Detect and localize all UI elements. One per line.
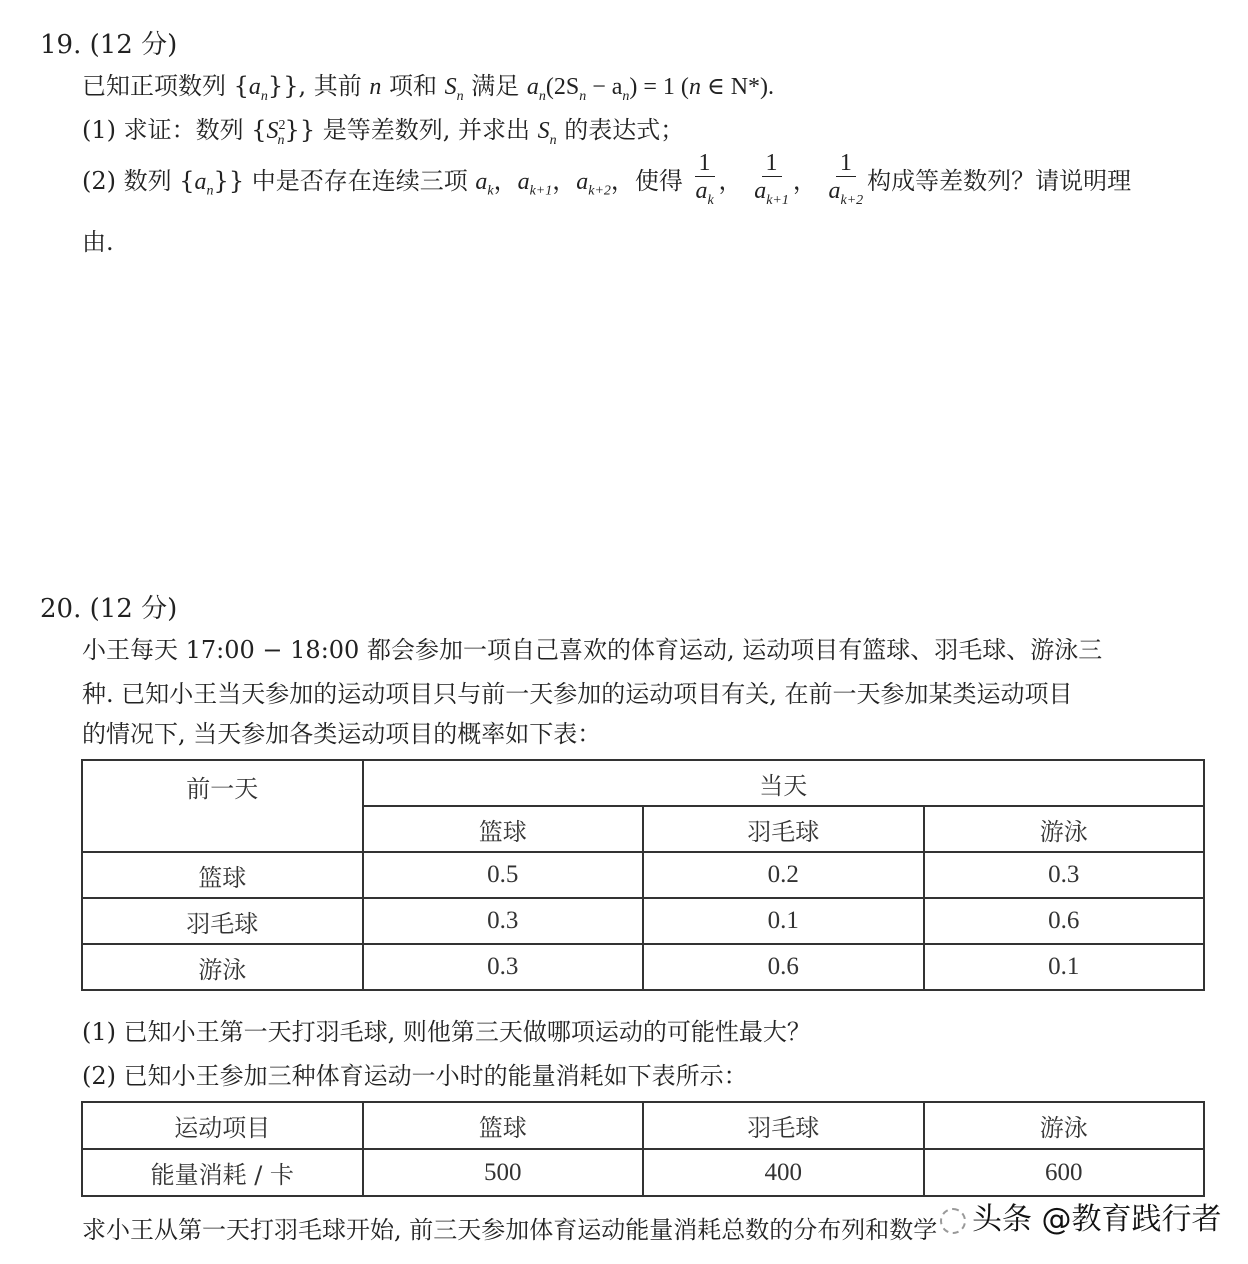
watermark-logo-icon: [940, 1208, 966, 1234]
table-corner-header: 前一天: [82, 760, 363, 852]
cell: 400: [643, 1149, 924, 1196]
column-header: 篮球: [363, 1102, 644, 1149]
cell: 0.2: [643, 852, 924, 898]
table-row: [82, 944, 1204, 990]
table-row: [82, 898, 1204, 944]
cell: 0.3: [363, 944, 644, 990]
cell: 0.6: [924, 898, 1205, 944]
cell: 500: [363, 1149, 644, 1196]
table-row: [82, 1149, 1204, 1196]
q19-part2-cont: 由.: [82, 228, 114, 256]
table-group-header: 当天: [363, 760, 1205, 806]
column-header: 羽毛球: [643, 806, 924, 852]
probability-table: [81, 759, 1205, 991]
cell: 0.5: [363, 852, 644, 898]
cell: 0.3: [924, 852, 1205, 898]
row-label: 游泳: [82, 944, 363, 990]
table-row: [82, 852, 1204, 898]
q20-part1: (1) 已知小王第一天打羽毛球, 则他第三天做哪项运动的可能性最大？: [82, 1018, 811, 1046]
question-score: (12 分): [89, 594, 178, 624]
question-20-header: [40, 588, 177, 625]
question-number: 19.: [40, 30, 82, 60]
fraction-1-over-ak2: $\frac{1}{a_{k+2}}$: [828, 150, 864, 208]
column-header: 游泳: [924, 1102, 1205, 1149]
row-label: 羽毛球: [82, 898, 363, 944]
cell: 600: [924, 1149, 1205, 1196]
row-label: 能量消耗 / 卡: [82, 1149, 363, 1196]
q20-part2: (2) 已知小王参加三种体育运动一小时的能量消耗如下表所示：: [82, 1062, 748, 1090]
energy-table: [81, 1101, 1205, 1197]
column-header: 游泳: [924, 806, 1205, 852]
q20-stem-line: 小王每天 17:00 − 18:00 都会参加一项自己喜欢的体育运动, 运动项目有篮球、羽毛球、游泳三: [82, 636, 1103, 664]
watermark: 头条 @教育践行者: [940, 1194, 1222, 1238]
q19-part1: (1) 求证：数列 $\{S^2_n\}$} 是等差数列, 并求出 $S_n$ 的表达式；: [82, 116, 685, 148]
q20-final: 求小王从第一天打羽毛球开始, 前三天参加体育运动能量消耗总数的分布列和数学: [82, 1216, 938, 1244]
column-header: 篮球: [363, 806, 644, 852]
q19-stem: 已知正项数列 $\{a_n\}$}, 其前 n 项和 $S_n$ 满足 $a_n(2S_n - a_n) = 1$ (n ∈ N*).: [82, 72, 775, 104]
fraction-1-over-ak: $\frac{1}{a_k}$: [695, 150, 714, 208]
cell: 0.1: [643, 898, 924, 944]
fraction-1-over-ak1: $\frac{1}{a_{k+1}}$: [754, 150, 789, 208]
q19-part2: (2) 数列 $\{a_n\}$} 中是否存在连续三项 $a_k$，$a_{k+1}$，$a_{k+2}$，使得 $\frac{1}{a_k}$ ， $\frac{1}{a_{k+1}}$ ， $\frac{1}{a_{k+2}}$ 构成等差数列？请说明理: [82, 150, 1131, 215]
question-number: 20.: [40, 594, 82, 624]
table-header-row: [82, 1102, 1204, 1149]
cell: 0.3: [363, 898, 644, 944]
column-header: 羽毛球: [643, 1102, 924, 1149]
cell: 0.1: [924, 944, 1205, 990]
question-19-header: [40, 24, 177, 61]
cell: 0.6: [643, 944, 924, 990]
q20-stem-line: 种. 已知小王当天参加的运动项目只与前一天参加的运动项目有关, 在前一天参加某类运动项目: [82, 680, 1073, 708]
row-label: 篮球: [82, 852, 363, 898]
question-score: (12 分): [89, 30, 178, 60]
q20-stem-line: 的情况下, 当天参加各类运动项目的概率如下表：: [82, 720, 602, 748]
column-header: 运动项目: [82, 1102, 363, 1149]
